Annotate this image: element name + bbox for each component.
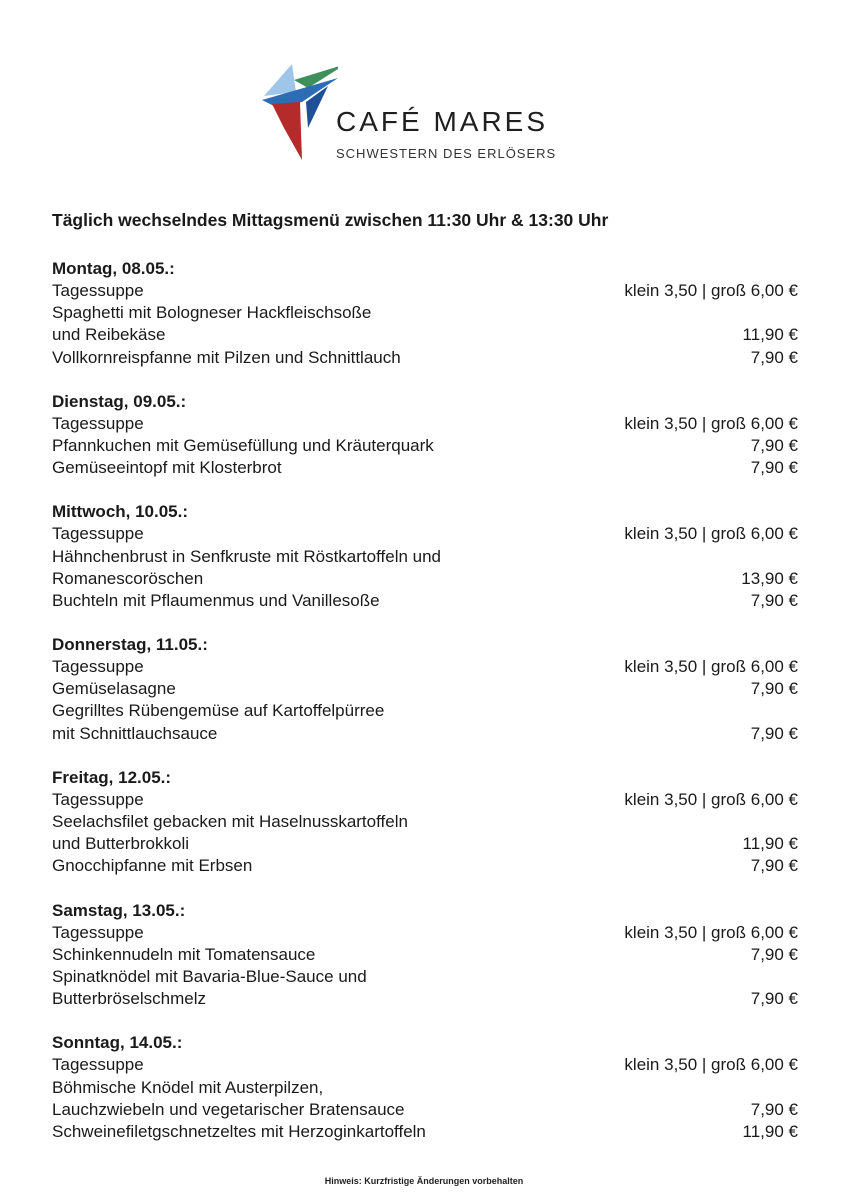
menu-item	[52, 723, 798, 745]
dish-name: Buchteln mit Pflaumenmus und Vanillesoße	[52, 590, 380, 610]
dish-price: 7,90 €	[750, 679, 798, 699]
menu-item	[52, 435, 798, 457]
dish-name: Tagessuppe	[52, 789, 144, 809]
menu-item	[52, 1054, 798, 1076]
menu-item	[52, 922, 798, 944]
dish-price: 7,90 €	[750, 856, 798, 876]
menu-item	[52, 302, 798, 324]
dish-price: 13,90 €	[741, 568, 798, 588]
dish-price: 7,90 €	[750, 458, 798, 478]
day-title: Freitag, 12.05.:	[52, 767, 172, 787]
dish-name: Spaghetti mit Bologneser Hackfleischsoße	[52, 303, 372, 323]
day-block	[52, 634, 798, 745]
dish-name: Seelachsfilet gebacken mit Haselnusskartoffeln	[52, 812, 408, 831]
day-block	[52, 900, 798, 1011]
dish-price: 11,90 €	[742, 834, 798, 854]
day-block	[52, 258, 798, 369]
menu-item	[52, 413, 798, 435]
dish-name: Gegrilltes Rübengemüse auf Kartoffelpürree	[52, 701, 385, 721]
dish-name: Gnocchipfanne mit Erbsen	[52, 856, 253, 876]
dish-name: Butterbröselschmelz	[52, 989, 207, 1009]
dish-price: klein 3,50 | groß 6,00 €	[624, 657, 798, 677]
dish-name: Gemüselasagne	[52, 679, 176, 699]
dish-name: Hähnchenbrust in Senfkruste mit Röstkartoffeln und	[52, 546, 442, 566]
day-title: Mittwoch, 10.05.:	[52, 502, 189, 522]
day-title: Samstag, 13.05.:	[52, 900, 186, 920]
dish-price: 7,90 €	[750, 723, 798, 743]
dish-name: Lauchzwiebeln und vegetarischer Bratensauce	[52, 1099, 405, 1119]
dish-price: 7,90 €	[750, 1099, 798, 1119]
menu-intro: Täglich wechselndes Mittagsmenü zwischen 11:30 Uhr & 13:30 Uhr	[52, 210, 609, 230]
menu-item	[52, 347, 798, 369]
footer-note: Hinweis: Kurzfristige Änderungen vorbehalten	[324, 1176, 524, 1186]
menu-item	[52, 656, 798, 678]
day-block	[52, 1032, 798, 1143]
brand-subtitle: SCHWESTERN DES ERLÖSERS	[336, 146, 557, 161]
brand-logo	[258, 58, 588, 168]
dish-price: klein 3,50 | groß 6,00 €	[624, 413, 798, 433]
day-title: Dienstag, 09.05.:	[52, 391, 187, 411]
dish-price: klein 3,50 | groß 6,00 €	[624, 1055, 798, 1075]
dish-price: klein 3,50 | groß 6,00 €	[624, 922, 798, 942]
dish-name: Tagessuppe	[52, 922, 144, 942]
dish-price: 7,90 €	[750, 590, 798, 610]
dish-name: und Butterbrokkoli	[52, 834, 190, 854]
menu-item	[52, 324, 798, 346]
menu-item	[52, 1077, 798, 1099]
dish-price: 11,90 €	[742, 325, 798, 345]
dish-name: Tagessuppe	[52, 524, 144, 544]
dish-name: Tagessuppe	[52, 281, 144, 300]
menu-item	[52, 546, 798, 568]
dish-price: klein 3,50 | groß 6,00 €	[624, 789, 798, 809]
dish-price: 7,90 €	[750, 944, 798, 964]
dish-name: Gemüseeintopf mit Klosterbrot	[52, 458, 282, 478]
dish-name: Tagessuppe	[52, 1055, 144, 1075]
dish-name: Tagessuppe	[52, 657, 144, 677]
day-block	[52, 501, 798, 612]
dish-price: klein 3,50 | groß 6,00 €	[624, 281, 798, 300]
menu-item	[52, 523, 798, 545]
dish-name: Tagessuppe	[52, 413, 144, 433]
brand-name: CAFÉ MARES	[336, 106, 549, 137]
day-title: Sonntag, 14.05.:	[52, 1033, 183, 1053]
menu-item	[52, 988, 798, 1010]
dish-name: Spinatknödel mit Bavaria-Blue-Sauce und	[52, 966, 367, 986]
dish-price: 11,90 €	[742, 1121, 798, 1141]
weekly-menu	[52, 258, 798, 1165]
menu-item	[52, 590, 798, 612]
menu-item	[52, 789, 798, 811]
dish-name: mit Schnittlauchsauce	[52, 723, 218, 743]
menu-item	[52, 1121, 798, 1143]
menu-item	[52, 944, 798, 966]
dish-name: Böhmische Knödel mit Austerpilzen,	[52, 1077, 324, 1097]
day-title: Donnerstag, 11.05.:	[52, 635, 208, 655]
dish-name: Romanescoröschen	[52, 568, 204, 588]
dish-price: 7,90 €	[750, 989, 798, 1009]
menu-item	[52, 568, 798, 590]
dish-price: 7,90 €	[750, 435, 798, 455]
dish-price: 7,90 €	[750, 347, 798, 367]
menu-item	[52, 966, 798, 988]
dish-name: Schweinefiletgschnetzeltes mit Herzoginkartoffeln	[52, 1121, 426, 1141]
cross-logo-icon	[258, 58, 338, 163]
day-title: Montag, 08.05.:	[52, 259, 175, 278]
dish-name: Vollkornreispfanne mit Pilzen und Schnittlauch	[52, 347, 401, 367]
menu-item	[52, 678, 798, 700]
menu-item	[52, 833, 798, 855]
menu-item	[52, 280, 798, 302]
dish-price: klein 3,50 | groß 6,00 €	[624, 524, 798, 544]
menu-item	[52, 457, 798, 479]
dish-name: Schinkennudeln mit Tomatensauce	[52, 944, 316, 964]
menu-item	[52, 811, 798, 833]
menu-item	[52, 855, 798, 877]
dish-name: Pfannkuchen mit Gemüsefüllung und Kräuterquark	[52, 435, 434, 455]
day-block	[52, 391, 798, 480]
dish-name: und Reibekäse	[52, 325, 166, 345]
menu-item	[52, 1099, 798, 1121]
menu-item	[52, 700, 798, 722]
day-block	[52, 767, 798, 878]
